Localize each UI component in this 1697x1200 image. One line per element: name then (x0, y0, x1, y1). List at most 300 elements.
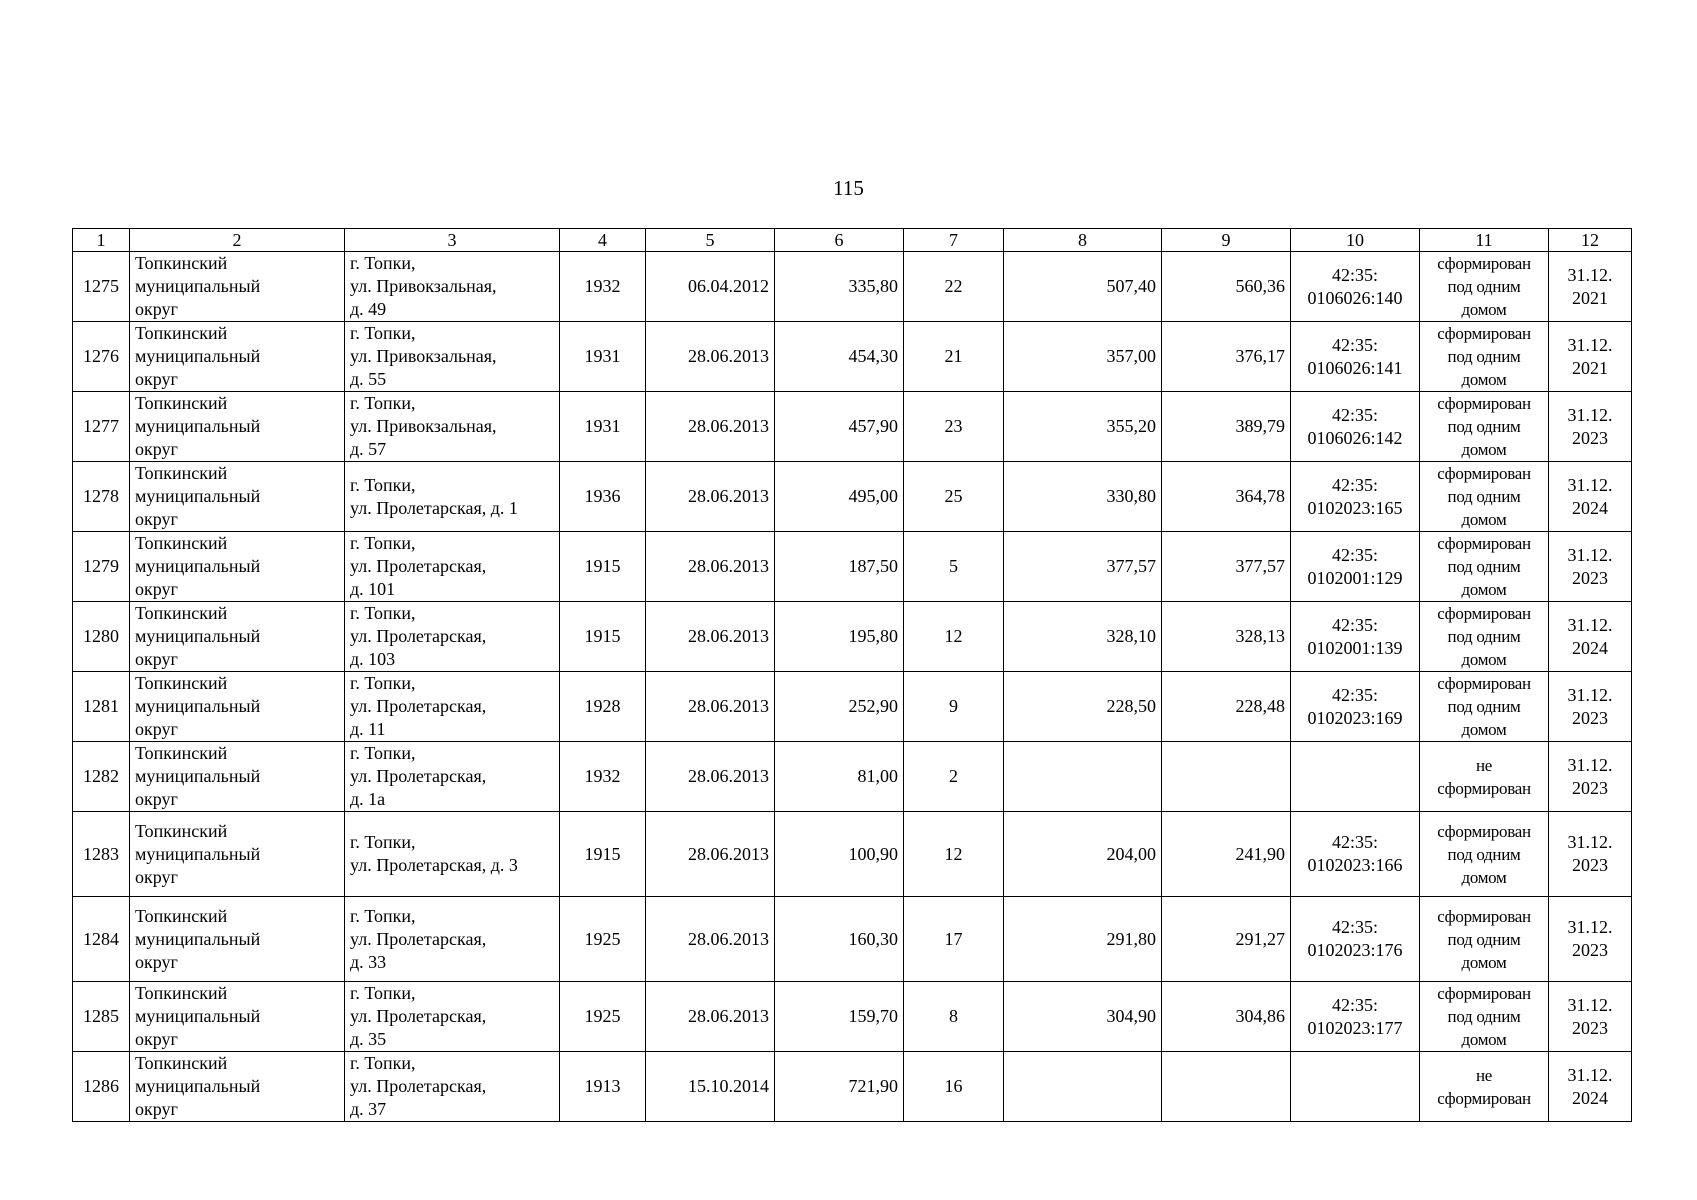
row-number-cell: 1282 (73, 742, 130, 812)
year-cell: 1936 (560, 462, 646, 532)
column-header: 8 (1004, 229, 1162, 252)
status-cell (1420, 812, 1549, 897)
district-line: Топкинский (135, 673, 228, 693)
date-cell: 06.04.2012 (646, 252, 775, 322)
address-cell (345, 462, 560, 532)
land-area-cell: 328,10 (1004, 602, 1162, 672)
district-cell (130, 602, 345, 672)
land-area-actual-cell (1162, 1052, 1291, 1122)
status-cell (1420, 742, 1549, 812)
area-cell: 454,30 (775, 322, 904, 392)
status-line: домом (1461, 370, 1507, 389)
cadastral-line: 0102001:139 (1307, 637, 1403, 658)
cadastral-line: 42:35: (1331, 404, 1378, 425)
date-cell: 15.10.2014 (646, 1052, 775, 1122)
land-area-actual-cell: 389,79 (1162, 392, 1291, 462)
count-cell: 22 (904, 252, 1004, 322)
date-cell: 28.06.2013 (646, 392, 775, 462)
land-area-cell: 357,00 (1004, 322, 1162, 392)
cadastral-cell (1291, 672, 1420, 742)
status-line: домом (1461, 952, 1507, 972)
cadastral-line: 42:35: (1331, 994, 1378, 1015)
count-cell: 16 (904, 1052, 1004, 1122)
district-line: Топкинский (135, 253, 228, 273)
area-cell: 81,00 (775, 742, 904, 812)
address-line: ул. Пролетарская, (350, 1006, 487, 1026)
cadastral-line: 0106026:140 (1307, 287, 1403, 308)
district-line: Топкинский (135, 983, 228, 1003)
year-cell: 1931 (560, 322, 646, 392)
cadastral-line: 42:35: (1331, 544, 1378, 565)
area-cell: 159,70 (775, 982, 904, 1052)
address-line: д. 49 (350, 299, 387, 319)
column-header: 9 (1162, 229, 1291, 252)
district-line: муниципальный (135, 346, 261, 366)
address-cell (345, 322, 560, 392)
column-header: 6 (775, 229, 904, 252)
row-number-cell: 1278 (73, 462, 130, 532)
count-cell: 21 (904, 322, 1004, 392)
district-line: округ (135, 649, 178, 669)
status-line: домом (1461, 510, 1507, 529)
status-line: сформирован (1437, 984, 1531, 1003)
district-cell (130, 742, 345, 812)
address-line: д. 35 (350, 1029, 387, 1049)
district-line: округ (135, 789, 178, 809)
deadline-line: 31.12. (1567, 754, 1613, 775)
land-area-cell: 507,40 (1004, 252, 1162, 322)
date-cell: 28.06.2013 (646, 812, 775, 897)
row-number-cell: 1283 (73, 812, 130, 897)
date-cell: 28.06.2013 (646, 532, 775, 602)
district-line: округ (135, 1029, 178, 1049)
land-area-cell: 228,50 (1004, 672, 1162, 742)
status-cell (1420, 672, 1549, 742)
year-cell: 1913 (560, 1052, 646, 1122)
address-line: д. 57 (350, 439, 387, 459)
deadline-cell (1549, 672, 1632, 742)
area-cell: 721,90 (775, 1052, 904, 1122)
deadline-line: 31.12. (1567, 404, 1613, 425)
year-cell: 1915 (560, 812, 646, 897)
status-line: не (1475, 1065, 1493, 1085)
status-line: сформирован (1437, 906, 1531, 926)
deadline-cell (1549, 392, 1632, 462)
address-line: д. 37 (350, 1099, 387, 1119)
district-line: муниципальный (135, 1076, 261, 1096)
page-number: 115 (833, 176, 864, 200)
date-cell: 28.06.2013 (646, 742, 775, 812)
column-header: 12 (1549, 229, 1632, 252)
address-line: г. Топки, (350, 253, 416, 273)
status-line: домом (1461, 300, 1507, 319)
count-cell: 5 (904, 532, 1004, 602)
address-line: д. 55 (350, 369, 387, 389)
column-header: 10 (1291, 229, 1420, 252)
deadline-line: 31.12. (1567, 474, 1613, 495)
table-row (73, 322, 1632, 392)
area-cell: 335,80 (775, 252, 904, 322)
status-line: сформирован (1437, 324, 1531, 343)
deadline-line: 2023 (1572, 707, 1608, 728)
count-cell: 23 (904, 392, 1004, 462)
deadline-line: 31.12. (1567, 1064, 1613, 1085)
cadastral-cell (1291, 812, 1420, 897)
deadline-line: 31.12. (1567, 994, 1613, 1015)
status-line: сформирован (1437, 254, 1531, 273)
deadline-cell (1549, 462, 1632, 532)
deadline-cell (1549, 532, 1632, 602)
address-line: г. Топки, (350, 673, 416, 693)
date-cell: 28.06.2013 (646, 322, 775, 392)
cadastral-line: 42:35: (1331, 917, 1378, 937)
column-header: 3 (345, 229, 560, 252)
deadline-line: 2023 (1572, 940, 1608, 960)
table-row (73, 982, 1632, 1052)
land-area-actual-cell: 228,48 (1162, 672, 1291, 742)
area-cell: 100,90 (775, 812, 904, 897)
land-area-actual-cell: 560,36 (1162, 252, 1291, 322)
district-line: муниципальный (135, 486, 261, 506)
cadastral-line: 0102023:166 (1307, 855, 1403, 875)
year-cell: 1915 (560, 532, 646, 602)
deadline-cell (1549, 1052, 1632, 1122)
address-line: ул. Пролетарская, д. 1 (350, 497, 518, 518)
district-line: Топкинский (135, 603, 228, 623)
district-cell (130, 462, 345, 532)
district-line: округ (135, 369, 178, 389)
status-line: сформирован (1437, 821, 1531, 841)
table-row (73, 672, 1632, 742)
status-line: под одним (1447, 697, 1521, 716)
deadline-line: 2024 (1572, 1087, 1608, 1108)
land-area-actual-cell: 364,78 (1162, 462, 1291, 532)
status-line: под одним (1447, 929, 1521, 949)
address-line: ул. Пролетарская, (350, 766, 487, 786)
cadastral-line: 0102023:176 (1307, 940, 1403, 960)
registry-table (72, 228, 1632, 1122)
area-cell: 187,50 (775, 532, 904, 602)
cadastral-line: 42:35: (1331, 474, 1378, 495)
table-row (73, 462, 1632, 532)
address-line: ул. Пролетарская, (350, 556, 487, 576)
year-cell: 1932 (560, 742, 646, 812)
cadastral-line: 42:35: (1331, 832, 1378, 852)
address-cell (345, 897, 560, 982)
table-row (73, 532, 1632, 602)
table-row (73, 812, 1632, 897)
status-line: сформирован (1437, 604, 1531, 623)
district-line: Топкинский (135, 905, 228, 926)
column-header: 5 (646, 229, 775, 252)
count-cell: 8 (904, 982, 1004, 1052)
area-cell: 195,80 (775, 602, 904, 672)
row-number-cell: 1279 (73, 532, 130, 602)
land-area-cell: 377,57 (1004, 532, 1162, 602)
date-cell: 28.06.2013 (646, 672, 775, 742)
address-line: ул. Привокзальная, (350, 346, 497, 366)
row-number-cell: 1277 (73, 392, 130, 462)
status-line: под одним (1447, 347, 1521, 366)
land-area-actual-cell: 304,86 (1162, 982, 1291, 1052)
status-line: домом (1461, 867, 1507, 887)
district-line: округ (135, 951, 178, 972)
cadastral-cell (1291, 602, 1420, 672)
status-cell (1420, 897, 1549, 982)
deadline-line: 31.12. (1567, 544, 1613, 565)
status-cell (1420, 462, 1549, 532)
district-cell (130, 812, 345, 897)
address-line: ул. Пролетарская, (350, 626, 487, 646)
status-cell (1420, 532, 1549, 602)
count-cell: 2 (904, 742, 1004, 812)
address-line: г. Топки, (350, 323, 416, 343)
cadastral-line: 0102023:165 (1307, 497, 1403, 518)
address-line: г. Топки, (350, 1053, 416, 1073)
cadastral-cell (1291, 462, 1420, 532)
row-number-cell: 1280 (73, 602, 130, 672)
row-number-cell: 1276 (73, 322, 130, 392)
table-row (73, 252, 1632, 322)
status-line: сформирован (1437, 464, 1531, 483)
column-header: 11 (1420, 229, 1549, 252)
deadline-line: 31.12. (1567, 917, 1613, 937)
date-cell: 28.06.2013 (646, 462, 775, 532)
cadastral-cell (1291, 1052, 1420, 1122)
status-cell (1420, 392, 1549, 462)
district-line: округ (135, 719, 178, 739)
status-cell (1420, 252, 1549, 322)
deadline-line: 2023 (1572, 427, 1608, 448)
land-area-actual-cell: 291,27 (1162, 897, 1291, 982)
address-line: д. 33 (350, 951, 387, 972)
address-line: г. Топки, (350, 533, 416, 553)
cadastral-line: 0106026:141 (1307, 357, 1403, 378)
deadline-cell (1549, 602, 1632, 672)
cadastral-line: 42:35: (1331, 334, 1378, 355)
address-line: ул. Пролетарская, д. 3 (350, 855, 518, 875)
deadline-line: 31.12. (1567, 614, 1613, 635)
address-line: г. Топки, (350, 743, 416, 763)
address-cell (345, 602, 560, 672)
area-cell: 160,30 (775, 897, 904, 982)
status-line: домом (1461, 650, 1507, 669)
year-cell: 1925 (560, 897, 646, 982)
address-cell (345, 532, 560, 602)
district-line: муниципальный (135, 626, 261, 646)
column-header: 4 (560, 229, 646, 252)
address-line: г. Топки, (350, 474, 416, 495)
address-cell (345, 742, 560, 812)
row-number-cell: 1286 (73, 1052, 130, 1122)
deadline-line: 2023 (1572, 567, 1608, 588)
status-line: сформирован (1437, 674, 1531, 693)
deadline-line: 2023 (1572, 777, 1608, 798)
district-line: муниципальный (135, 766, 261, 786)
land-area-cell: 304,90 (1004, 982, 1162, 1052)
table-row (73, 392, 1632, 462)
land-area-cell: 355,20 (1004, 392, 1162, 462)
status-line: сформирован (1437, 534, 1531, 553)
district-cell (130, 672, 345, 742)
area-cell: 457,90 (775, 392, 904, 462)
cadastral-line: 0102023:169 (1307, 707, 1403, 728)
table-row (73, 897, 1632, 982)
date-cell: 28.06.2013 (646, 982, 775, 1052)
status-line: не (1475, 755, 1493, 775)
status-cell (1420, 1052, 1549, 1122)
count-cell: 12 (904, 602, 1004, 672)
address-cell (345, 1052, 560, 1122)
status-line: домом (1461, 720, 1507, 739)
deadline-line: 2024 (1572, 637, 1608, 658)
district-cell (130, 1052, 345, 1122)
cadastral-cell (1291, 897, 1420, 982)
deadline-line: 2021 (1572, 287, 1608, 308)
address-cell (345, 252, 560, 322)
address-line: д. 101 (350, 579, 396, 599)
deadline-line: 2021 (1572, 357, 1608, 378)
count-cell: 9 (904, 672, 1004, 742)
status-line: под одним (1447, 1007, 1521, 1026)
deadline-line: 31.12. (1567, 264, 1613, 285)
district-line: Топкинский (135, 463, 228, 483)
deadline-cell (1549, 742, 1632, 812)
land-area-cell (1004, 742, 1162, 812)
district-line: муниципальный (135, 696, 261, 716)
address-line: ул. Пролетарская, (350, 928, 487, 949)
column-header: 7 (904, 229, 1004, 252)
district-line: округ (135, 579, 178, 599)
count-cell: 12 (904, 812, 1004, 897)
district-line: Топкинский (135, 743, 228, 763)
deadline-line: 2023 (1572, 855, 1608, 875)
land-area-actual-cell: 241,90 (1162, 812, 1291, 897)
year-cell: 1931 (560, 392, 646, 462)
district-cell (130, 252, 345, 322)
cadastral-line: 0102001:129 (1307, 567, 1403, 588)
row-number-cell: 1284 (73, 897, 130, 982)
table-row (73, 1052, 1632, 1122)
status-line: домом (1461, 580, 1507, 599)
status-line: сформирован (1437, 394, 1531, 413)
district-line: округ (135, 439, 178, 459)
deadline-line: 31.12. (1567, 832, 1613, 852)
district-line: Топкинский (135, 323, 228, 343)
row-number-cell: 1281 (73, 672, 130, 742)
cadastral-cell (1291, 982, 1420, 1052)
address-line: ул. Привокзальная, (350, 276, 497, 296)
status-cell (1420, 602, 1549, 672)
deadline-line: 31.12. (1567, 334, 1613, 355)
address-line: д. 1а (350, 789, 386, 809)
land-area-cell: 291,80 (1004, 897, 1162, 982)
land-area-actual-cell (1162, 742, 1291, 812)
status-line: сформирован (1437, 778, 1531, 798)
year-cell: 1915 (560, 602, 646, 672)
cadastral-cell (1291, 322, 1420, 392)
status-line: под одним (1447, 487, 1521, 506)
district-line: муниципальный (135, 843, 261, 864)
address-cell (345, 982, 560, 1052)
land-area-cell: 204,00 (1004, 812, 1162, 897)
address-line: д. 103 (350, 649, 396, 669)
address-line: г. Топки, (350, 393, 416, 413)
status-line: под одним (1447, 277, 1521, 296)
cadastral-cell (1291, 742, 1420, 812)
status-line: под одним (1447, 844, 1521, 864)
column-header: 1 (73, 229, 130, 252)
table-row (73, 602, 1632, 672)
area-cell: 495,00 (775, 462, 904, 532)
district-line: Топкинский (135, 1053, 228, 1073)
year-cell: 1932 (560, 252, 646, 322)
district-line: муниципальный (135, 1006, 261, 1026)
cadastral-line: 42:35: (1331, 614, 1378, 635)
status-line: под одним (1447, 627, 1521, 646)
district-line: муниципальный (135, 928, 261, 949)
count-cell: 25 (904, 462, 1004, 532)
land-area-cell (1004, 1052, 1162, 1122)
year-cell: 1928 (560, 672, 646, 742)
district-line: округ (135, 299, 178, 319)
district-line: округ (135, 509, 178, 529)
table-row (73, 742, 1632, 812)
district-line: муниципальный (135, 556, 261, 576)
deadline-line: 31.12. (1567, 684, 1613, 705)
address-line: д. 11 (350, 719, 386, 739)
cadastral-cell (1291, 532, 1420, 602)
address-line: г. Топки, (350, 905, 416, 926)
address-cell (345, 812, 560, 897)
address-line: г. Топки, (350, 832, 416, 852)
row-number-cell: 1275 (73, 252, 130, 322)
deadline-line: 2023 (1572, 1017, 1608, 1038)
status-line: под одним (1447, 557, 1521, 576)
district-line: муниципальный (135, 276, 261, 296)
district-cell (130, 982, 345, 1052)
deadline-cell (1549, 897, 1632, 982)
district-line: муниципальный (135, 416, 261, 436)
district-line: округ (135, 866, 178, 887)
status-line: домом (1461, 1030, 1507, 1049)
status-line: под одним (1447, 417, 1521, 436)
row-number-cell: 1285 (73, 982, 130, 1052)
cadastral-cell (1291, 392, 1420, 462)
cadastral-line: 42:35: (1331, 684, 1378, 705)
status-cell (1420, 982, 1549, 1052)
cadastral-line: 0102023:177 (1307, 1017, 1403, 1038)
deadline-cell (1549, 982, 1632, 1052)
address-cell (345, 392, 560, 462)
date-cell: 28.06.2013 (646, 897, 775, 982)
district-cell (130, 897, 345, 982)
address-line: г. Топки, (350, 603, 416, 623)
date-cell: 28.06.2013 (646, 602, 775, 672)
column-number-row (73, 229, 1632, 252)
cadastral-line: 0106026:142 (1307, 427, 1403, 448)
status-line: сформирован (1437, 1088, 1531, 1108)
district-cell (130, 322, 345, 392)
address-line: г. Топки, (350, 983, 416, 1003)
land-area-cell: 330,80 (1004, 462, 1162, 532)
cadastral-cell (1291, 252, 1420, 322)
district-line: округ (135, 1099, 178, 1119)
cadastral-line: 42:35: (1331, 264, 1378, 285)
deadline-cell (1549, 812, 1632, 897)
land-area-actual-cell: 377,57 (1162, 532, 1291, 602)
land-area-actual-cell: 328,13 (1162, 602, 1291, 672)
